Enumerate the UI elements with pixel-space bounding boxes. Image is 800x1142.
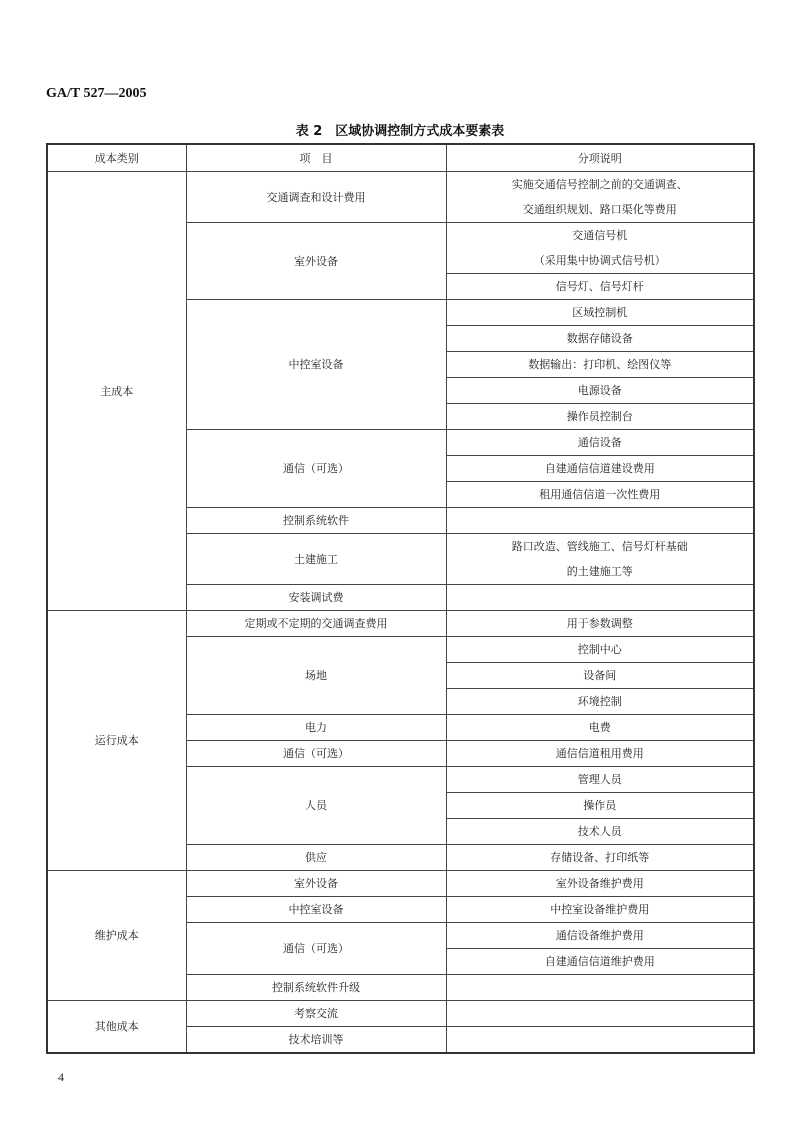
description-cell: 通信设备维护费用 <box>446 923 754 949</box>
description-cell <box>446 585 754 611</box>
cost-category-cell: 运行成本 <box>47 611 186 871</box>
description-cell: 通信信道租用费用 <box>446 741 754 767</box>
description-cell: 通信设备 <box>446 430 754 456</box>
description-cell: 存储设备、打印纸等 <box>446 845 754 871</box>
description-cell: 用于参数调整 <box>446 611 754 637</box>
cost-elements-table <box>46 143 755 1054</box>
column-header-description: 分项说明 <box>446 144 754 172</box>
description-cell: 实施交通信号控制之前的交通调查、 交通组织规划、路口渠化等费用 <box>446 172 754 223</box>
item-cell: 通信（可选） <box>186 430 446 508</box>
item-cell: 人员 <box>186 767 446 845</box>
table-header-row <box>47 144 754 172</box>
item-cell: 控制系统软件 <box>186 508 446 534</box>
description-cell: 操作员控制台 <box>446 404 754 430</box>
column-header-category: 成本类别 <box>47 144 186 172</box>
description-cell: 设备间 <box>446 663 754 689</box>
description-cell: 中控室设备维护费用 <box>446 897 754 923</box>
item-cell: 控制系统软件升级 <box>186 975 446 1001</box>
column-header-item: 项 目 <box>186 144 446 172</box>
item-cell: 交通调查和设计费用 <box>186 172 446 223</box>
item-cell: 中控室设备 <box>186 897 446 923</box>
table-row <box>47 172 754 223</box>
standard-number: GA/T 527—2005 <box>46 86 147 101</box>
item-cell: 室外设备 <box>186 871 446 897</box>
item-cell: 场地 <box>186 637 446 715</box>
cost-category-cell: 主成本 <box>47 172 186 611</box>
item-cell: 中控室设备 <box>186 300 446 430</box>
description-cell: 信号灯、信号灯杆 <box>446 274 754 300</box>
page-number: 4 <box>58 1070 64 1084</box>
description-cell: 自建通信信道维护费用 <box>446 949 754 975</box>
description-cell: 室外设备维护费用 <box>446 871 754 897</box>
item-cell: 通信（可选） <box>186 923 446 975</box>
description-cell: 操作员 <box>446 793 754 819</box>
description-cell <box>446 1001 754 1027</box>
item-cell: 技术培训等 <box>186 1027 446 1054</box>
description-cell: 租用通信信道一次性费用 <box>446 482 754 508</box>
item-cell: 土建施工 <box>186 534 446 585</box>
description-cell: 电源设备 <box>446 378 754 404</box>
description-cell <box>446 1027 754 1054</box>
description-cell: 交通信号机 （采用集中协调式信号机） <box>446 223 754 274</box>
description-cell: 数据存储设备 <box>446 326 754 352</box>
item-cell: 通信（可选） <box>186 741 446 767</box>
item-cell: 电力 <box>186 715 446 741</box>
description-cell: 环境控制 <box>446 689 754 715</box>
table-title: 表 2 区域协调控制方式成本要素表 <box>295 124 505 139</box>
item-cell: 考察交流 <box>186 1001 446 1027</box>
cost-category-cell: 其他成本 <box>47 1001 186 1054</box>
description-cell: 管理人员 <box>446 767 754 793</box>
description-cell <box>446 508 754 534</box>
item-cell: 供应 <box>186 845 446 871</box>
cost-category-cell: 维护成本 <box>47 871 186 1001</box>
description-cell: 电费 <box>446 715 754 741</box>
description-cell: 技术人员 <box>446 819 754 845</box>
description-cell: 自建通信信道建设费用 <box>446 456 754 482</box>
table-row <box>47 1001 754 1027</box>
description-cell <box>446 975 754 1001</box>
item-cell: 室外设备 <box>186 223 446 300</box>
item-cell: 安装调试费 <box>186 585 446 611</box>
description-cell: 数据输出：打印机、绘图仪等 <box>446 352 754 378</box>
description-cell: 路口改造、管线施工、信号灯杆基础 的土建施工等 <box>446 534 754 585</box>
table-row <box>47 611 754 637</box>
description-cell: 控制中心 <box>446 637 754 663</box>
description-cell: 区域控制机 <box>446 300 754 326</box>
item-cell: 定期或不定期的交通调查费用 <box>186 611 446 637</box>
table-row <box>47 871 754 897</box>
